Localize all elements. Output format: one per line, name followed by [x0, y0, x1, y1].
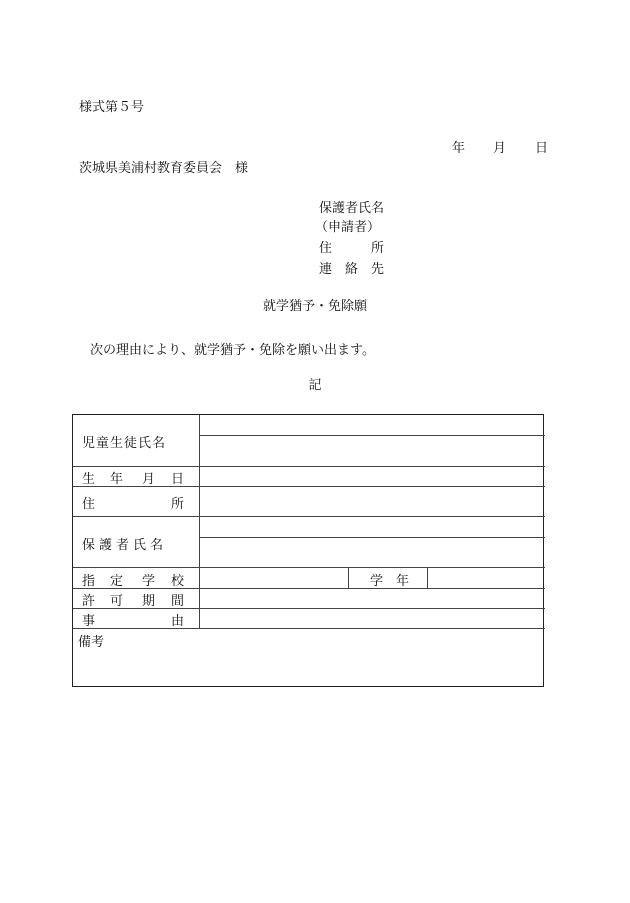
row-line-4 [73, 567, 545, 568]
birth-label-2: 年 [110, 472, 124, 487]
applicant-guardian-name-label: 保護者氏名 [319, 201, 385, 216]
school-label-3: 学 [142, 574, 156, 589]
body-text: 次の理由により、就学猶予・免除を願い出ます。 [90, 343, 375, 358]
applicant-note: （申請者） [315, 220, 381, 235]
applicant-contact-label-1: 連 [319, 262, 333, 277]
date-year-label: 年 [452, 141, 466, 156]
school-label-1: 指 [82, 574, 96, 589]
applicant-contact-label-2: 絡 [345, 262, 359, 277]
applicant-address-label-1: 住 [319, 241, 333, 256]
birth-label-3: 月 [142, 472, 156, 487]
document-title: 就学猶予・免除願 [262, 299, 367, 314]
period-label-1: 許 [82, 594, 96, 609]
address-label-2: 所 [171, 497, 185, 512]
reason-label-1: 事 [82, 614, 96, 629]
label-column-divider [199, 415, 200, 628]
applicant-address-label-2: 所 [371, 241, 385, 256]
date-day-label: 日 [535, 141, 549, 156]
birth-label-4: 日 [171, 472, 185, 487]
applicant-contact-label-3: 先 [371, 262, 385, 277]
application-table [72, 414, 544, 687]
remarks-label: 備考 [78, 635, 105, 650]
address-label-1: 住 [82, 497, 96, 512]
grade-label-2: 年 [396, 574, 410, 589]
row-line-1 [73, 466, 545, 467]
guardian-name-label: 保護者氏名 [82, 538, 168, 553]
guardian-inner-line [199, 537, 545, 538]
form-number: 様式第５号 [79, 100, 145, 115]
grade-label-1: 学 [370, 574, 384, 589]
period-label-3: 期 [142, 594, 156, 609]
grade-value-divider [427, 567, 428, 588]
ki-heading: 記 [308, 378, 322, 393]
school-grade-divider [348, 567, 349, 588]
child-name-label: 児童生徒氏名 [82, 436, 167, 451]
period-label-2: 可 [110, 594, 124, 609]
addressee: 茨城県美浦村教育委員会 様 [79, 161, 249, 176]
period-label-4: 間 [171, 594, 185, 609]
date-month-label: 月 [493, 141, 507, 156]
birth-label-1: 生 [82, 472, 96, 487]
school-label-2: 定 [110, 574, 124, 589]
row-line-7 [73, 628, 545, 629]
school-label-4: 校 [171, 574, 185, 589]
row-line-3 [73, 516, 545, 517]
child-name-inner-line [199, 435, 545, 436]
reason-label-2: 由 [171, 614, 185, 629]
